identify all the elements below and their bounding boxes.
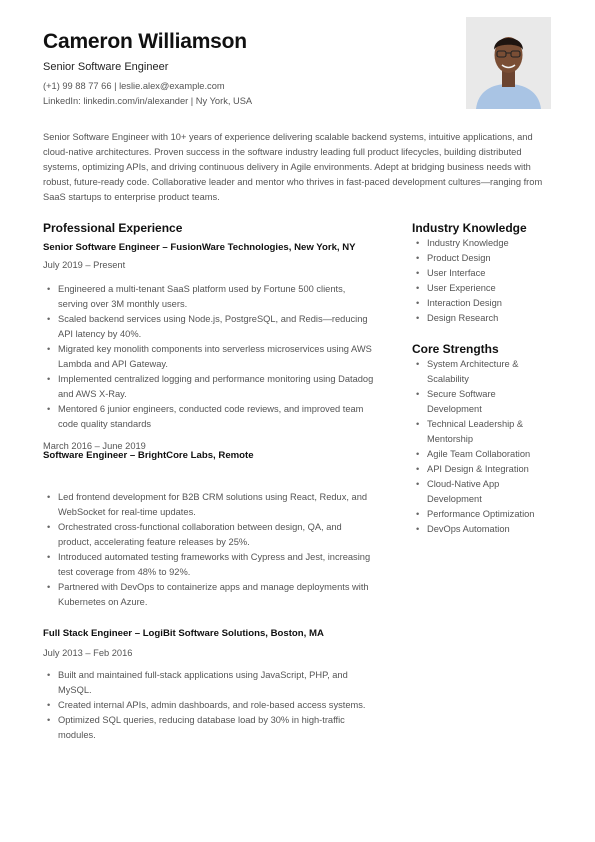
industry-knowledge-list — [412, 236, 552, 326]
contact-linkedin-location: LinkedIn: linkedin.com/in/alexander | Ny York, USA — [43, 96, 253, 106]
list-item: • Design Research — [412, 311, 552, 326]
list-item: • Built and maintained full-stack applications using JavaScript, PHP, and MySQL. — [43, 668, 375, 698]
job-title: Senior Software Engineer — [43, 61, 169, 73]
experience-heading: Professional Experience — [43, 221, 183, 235]
list-item: • System Architecture & Scalability — [412, 357, 547, 387]
list-item: • Orchestrated cross-functional collaboration between design, QA, and product, accelerating feature releases by 25%. — [43, 520, 375, 550]
job-2-title: Software Engineer – BrightCore Labs, Remote — [43, 450, 254, 461]
list-item: • User Experience — [412, 281, 552, 296]
list-item: • Introduced automated testing frameworks with Cypress and Jest, increasing test coverage from 48% to 92%. — [43, 550, 375, 580]
list-item: • Partnered with DevOps to containerize apps and manage deployments with Kubernetes on Azure. — [43, 580, 375, 610]
list-item: • Led frontend development for B2B CRM solutions using React, Redux, and WebSocket for real-time updates. — [43, 490, 375, 520]
job-1-dates: July 2019 – Present — [43, 260, 126, 270]
profile-photo — [466, 17, 551, 109]
list-item: • Technical Leadership & Mentorship — [412, 417, 547, 447]
list-item: • API Design & Integration — [412, 462, 547, 477]
job-2-bullets — [43, 490, 375, 610]
list-item: • Created internal APIs, admin dashboards, and role-based access systems. — [43, 698, 375, 713]
list-item: • Migrated key monolith components into serverless microservices using AWS Lambda and API Gateway. — [43, 342, 375, 372]
industry-knowledge-heading: Industry Knowledge — [412, 221, 527, 235]
job-1-title: Senior Software Engineer – FusionWare Technologies, New York, NY — [43, 242, 356, 253]
list-item: • Industry Knowledge — [412, 236, 552, 251]
job-3-dates: July 2013 – Feb 2016 — [43, 648, 133, 658]
job-3-title: Full Stack Engineer – LogiBit Software Solutions, Boston, MA — [43, 628, 324, 639]
list-item: • Performance Optimization — [412, 507, 547, 522]
list-item: • Agile Team Collaboration — [412, 447, 547, 462]
list-item: • Implemented centralized logging and performance monitoring using Datadog and AWS X-Ray. — [43, 372, 375, 402]
list-item: • Product Design — [412, 251, 552, 266]
list-item: • Cloud-Native App Development — [412, 477, 547, 507]
job-2-dates: March 2016 – June 2019 — [43, 441, 146, 451]
core-strengths-heading: Core Strengths — [412, 342, 499, 356]
core-strengths-list — [412, 357, 547, 537]
job-3-bullets — [43, 668, 375, 743]
list-item: • Scaled backend services using Node.js, PostgreSQL, and Redis—reducing API latency by 40%. — [43, 312, 375, 342]
list-item: • Mentored 6 junior engineers, conducted code reviews, and improved team code quality standards — [43, 402, 375, 432]
contact-phone-email: (+1) 99 88 77 66 | leslie.alex@example.com — [43, 81, 225, 91]
candidate-name: Cameron Williamson — [43, 30, 247, 53]
professional-summary: Senior Software Engineer with 10+ years of experience delivering scalable backend systems, intuitive applications, and cloud-native architectures. Proven success in the software industry leading full product lifecycles, building distributed systems, optimizing APIs, and driving continuous delivery in Agile environments. Adept at bridging business needs with robust, future-ready code. Collaborative leader and mentor who thrives in fast-paced development cultures—ranging from SaaS startups to enterprise product teams. — [43, 132, 543, 202]
list-item: • DevOps Automation — [412, 522, 547, 537]
profile-photo-illustration — [466, 17, 551, 109]
list-item: • Optimized SQL queries, reducing database load by 30% in high-traffic modules. — [43, 713, 375, 743]
list-item: • Interaction Design — [412, 296, 552, 311]
list-item: • Engineered a multi-tenant SaaS platform used by Fortune 500 clients, serving over 3M monthly users. — [43, 282, 375, 312]
job-1-bullets — [43, 282, 375, 432]
list-item: • Secure Software Development — [412, 387, 547, 417]
list-item: • User Interface — [412, 266, 552, 281]
